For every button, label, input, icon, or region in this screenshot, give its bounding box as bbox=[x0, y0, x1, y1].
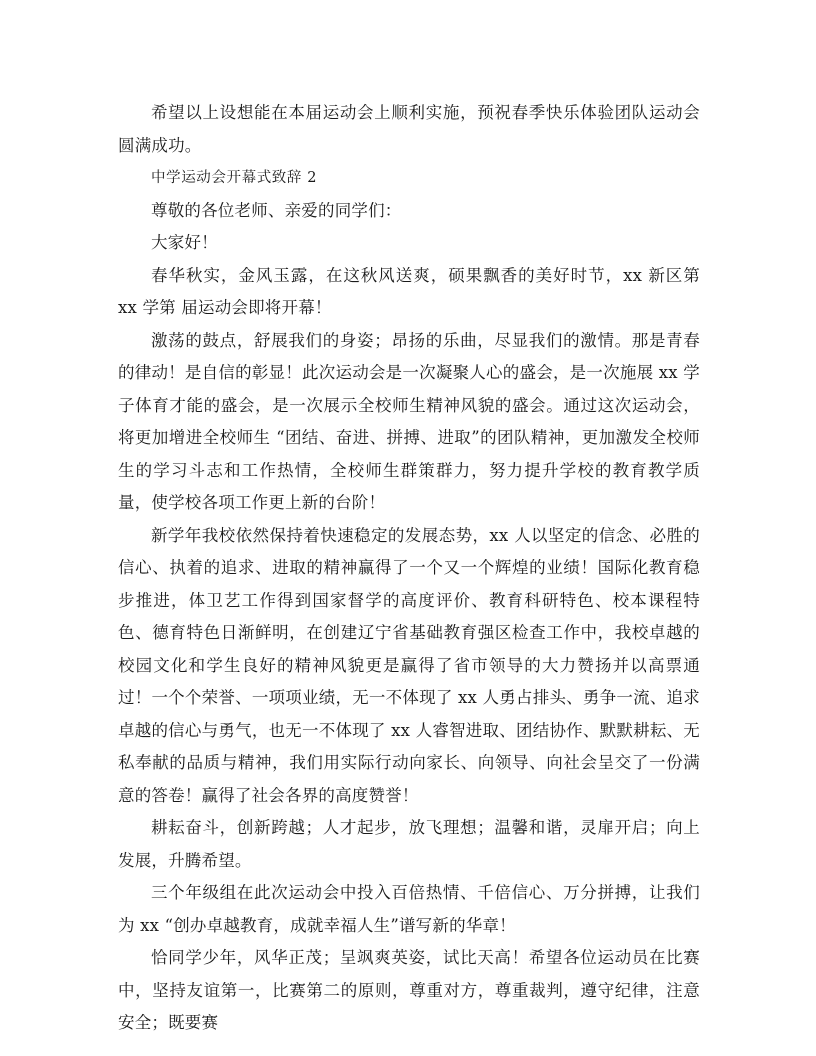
motto-paragraph: 耕耘奋斗，创新跨越；人才起步，放飞理想；温馨和谐，灵扉开启；向上发展，升腾希望。 bbox=[118, 818, 700, 870]
athletes-paragraph: 恰同学少年，风华正茂；呈飒爽英姿，试比天高！希望各位运动员在比赛中，坚持友谊第一，比赛第二的原则，尊重对方，尊重裁判，遵守纪律，注意安全；既要赛 bbox=[118, 948, 700, 1032]
grades-paragraph: 三个年级组在此次运动会中投入百倍热情、千倍信心、万分拼搏，让我们为 xx “创办卓越教育，成就幸福人生”谱写新的华章！ bbox=[118, 883, 700, 935]
spirit-paragraph: 激荡的鼓点，舒展我们的身姿；昂扬的乐曲，尽显我们的激情。那是青春的律动！是自信的彰显！此次运动会是一次凝聚人心的盛会，是一次施展 xx 学子体育才能的盛会，是一次展示全校师生精神风貌的盛会。通过这次运动会，将更加增进全校师生 “团结、奋进、拼搏、进取”的团队精神，更加激发全校师生的学习斗志和工作热情，全校师生群策群力，努力提升学校的教育教学质量，使学校各项工作更上新的台阶！ bbox=[118, 330, 700, 512]
closing-paragraph: 希望以上设想能在本届运动会上顺利实施，预祝春季快乐体验团队运动会圆满成功。 bbox=[118, 103, 700, 155]
greeting: 大家好！ bbox=[151, 233, 218, 252]
opening-paragraph: 春华秋实，金风玉露，在这秋风送爽，硕果飘香的美好时节，xx 新区第 xx 学第 届运动会即将开幕！ bbox=[118, 265, 700, 317]
speech-title: 中学运动会开幕式致辞 2 bbox=[151, 170, 318, 186]
document-page bbox=[118, 97, 700, 1040]
salutation: 尊敬的各位老师、亲爱的同学们： bbox=[151, 200, 402, 220]
achievements-paragraph: 新学年我校依然保持着快速稳定的发展态势，xx 人以坚定的信念、必胜的信心、执着的追求、进取的精神赢得了一个又一个辉煌的业绩！国际化教育稳步推进，体卫艺工作得到国家督学的高度评价、教育科研特色、校本课程特色、德育特色日渐鲜明，在创建辽宁省基础教育强区检查工作中，我校卓越的校园文化和学生良好的精神风貌更是赢得了省市领导的大力赞扬并以高票通过！一个个荣誉、一项项业绩，无一不体现了 xx 人勇占排头、勇争一流、追求卓越的信心与勇气，也无一不体现了 xx 人睿智进取、团结协作、默默耕耘、无私奉献的品质与精神，我们用实际行动向家长、向领导、向社会呈交了一份满意的答卷！赢得了社会各界的高度赞誉！ bbox=[118, 525, 700, 805]
